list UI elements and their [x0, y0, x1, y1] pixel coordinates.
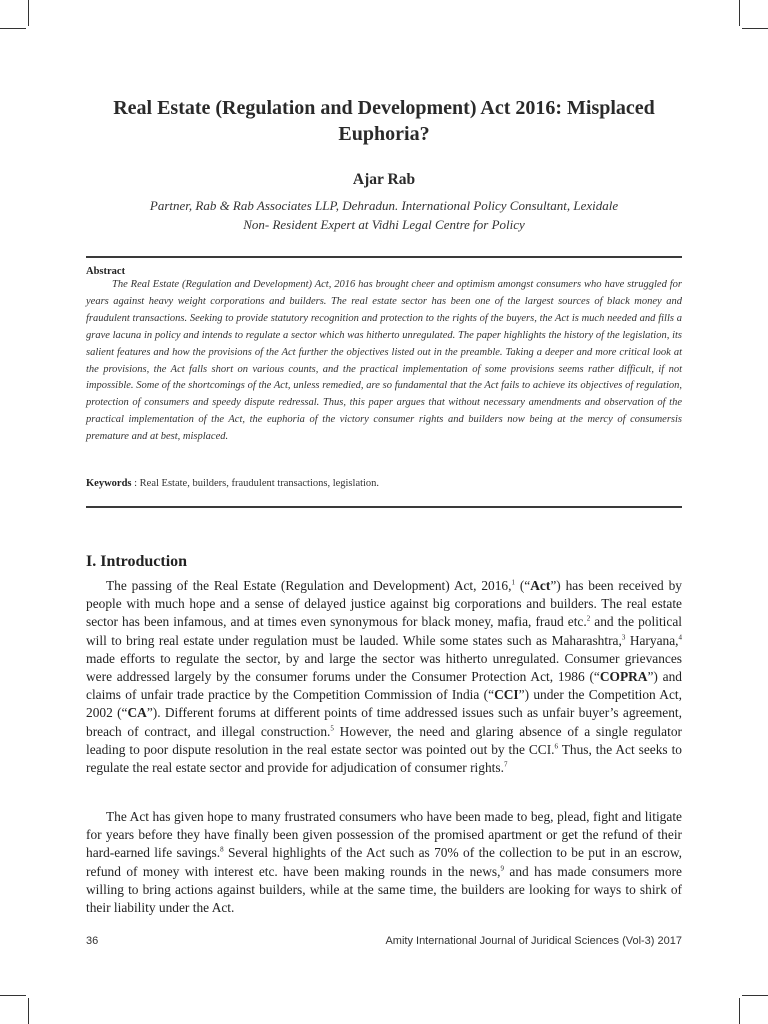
journal-footer: Amity International Journal of Juridical Sciences (Vol-3) 2017 — [385, 935, 682, 947]
crop-mark-top-left-v — [28, 0, 29, 26]
abstract-bottom-rule — [86, 506, 682, 508]
footnote-ref[interactable]: 7 — [503, 760, 508, 769]
footnote-ref[interactable]: 2 — [586, 614, 591, 623]
footnote-ref[interactable]: 4 — [678, 633, 683, 642]
para1-text: The passing of the Real Estate (Regulation and Development) Act, 2016, — [106, 578, 512, 593]
affiliation-line-1: Partner, Rab & Rab Associates LLP, Dehradun. International Policy Consultant, Lexidale — [149, 198, 619, 213]
defined-term: Act — [530, 578, 551, 593]
defined-term: COPRA — [599, 669, 648, 685]
footnote-ref[interactable]: 6 — [554, 742, 559, 751]
para1-text: ”). Different forums at different points of time addressed issues such as unfair buyer’s agreement, breach of contract, and illegal construction. — [86, 705, 682, 739]
footnote-ref[interactable]: 3 — [621, 633, 626, 642]
abstract-top-rule — [86, 256, 682, 258]
para1-text: Thus, the Act seeks to regulate the real estate sector and provide for adjudication of consumer rights. — [86, 741, 682, 776]
crop-mark-bottom-right-v — [739, 998, 740, 1024]
footnote-ref[interactable]: 8 — [220, 845, 224, 854]
crop-mark-top-left-h — [0, 28, 26, 29]
para1-text: made efforts to regulate the sector, by and large the sector was hitherto unregulated. Consumer grievances were addressed largely by the consumer forums under the Consumer Protection Act, 1986 (“ — [86, 650, 682, 685]
crop-mark-bottom-left-v — [28, 998, 29, 1024]
section-heading: I. Introduction — [86, 553, 188, 570]
defined-term: CCI — [494, 687, 519, 703]
para1-text: (“ — [514, 578, 531, 593]
para2-text: Several highlights of the Act such as 70% of the collection to be put in an escrow, refund of money with interest etc. have been making rounds in the news, — [86, 845, 682, 879]
crop-mark-bottom-right-h — [742, 995, 768, 996]
para1-text: However, the need and glaring absence of a single regulator leading to poor dispute resolution in the real estate sector was pointed out by the CCI. — [86, 723, 682, 757]
footnote-ref[interactable]: 9 — [500, 864, 504, 873]
para1-text: and the political will to bring real estate under regulation must be lauded. While some states such as Maharashtra, — [86, 614, 682, 648]
keywords-label: Keywords — [86, 478, 132, 489]
footnote-ref[interactable]: 1 — [511, 578, 515, 587]
crop-mark-top-right-h — [742, 28, 768, 29]
keywords — [86, 478, 682, 489]
footnote-ref[interactable]: 5 — [330, 724, 334, 733]
abstract-heading: Abstract — [86, 266, 126, 277]
defined-term: CA — [127, 705, 147, 721]
page-number: 36 — [86, 935, 99, 947]
author-name: Ajar Rab — [352, 171, 416, 188]
para1-text: ”) has been received by people with much hope and a sense of delayed justice against big corporations and builders. The real estate sector has been infamous, and at times even synonymous for black money, mafia, fraud etc. — [86, 578, 682, 630]
para2-text: and has made consumers more willing to bring actions against builders, while at the same time, the builders are looking for ways to shirk of their liability under the Act. — [86, 863, 682, 916]
para1-text: ”) under the Competition Act, 2002 (“ — [86, 687, 682, 721]
crop-mark-top-right-v — [739, 0, 740, 26]
abstract-text: The Real Estate (Regulation and Development) Act, 2016 has brought cheer and optimism amongst consumers who have struggled for years against heavy weight corporations and builders. The real estate sector has been one of the largest sources of black money and fraudulent transactions. Seeking to provide statutory recognition and protection to the rights of the buyers, the Act is much needed and fills a grave lacuna in policy and intends to regulate a sector which was hitherto unregulated. The paper highlights the history of the legislation, its salient features and how the provisions of the Act further the objectives listed out in the preamble. Taking a deeper and more critical look at the provisions, the Act falls short on various counts, and the practical implementation of some provisions seems rather difficult, if not impossible. Some of the shortcomings of the Act, unless remedied, are so fundamental that the Act fails to achieve its objectives of regulation, protection of consumers and speedy dispute redressal. Thus, this paper argues that without necessary amendments and observation of the practical implementation of the Act, the euphoria of the victory consumer rights and builders now being at the mercy of consumersis premature and at best, misplaced. — [86, 279, 682, 443]
para1-text: Haryana, — [625, 632, 679, 648]
paper-title: Real Estate (Regulation and Development) Act 2016: Misplaced Euphoria? — [113, 97, 655, 145]
para2-text: The Act has given hope to many frustrated consumers who have been made to beg, plead, fight and litigate for years before they have finally been given possession of the promised apartment or get the refund of their hard-earned life savings. — [86, 809, 682, 861]
paragraph-2 — [86, 808, 682, 917]
crop-mark-bottom-left-h — [0, 995, 26, 996]
para1-text: ”) and claims of unfair trade practice by the Competition Commission of India (“ — [86, 669, 682, 703]
affiliation-line-2: Non- Resident Expert at Vidhi Legal Centre for Policy — [243, 217, 525, 232]
keywords-text: : Real Estate, builders, fraudulent transactions, legislation. — [131, 478, 380, 489]
paragraph-1 — [86, 577, 682, 777]
